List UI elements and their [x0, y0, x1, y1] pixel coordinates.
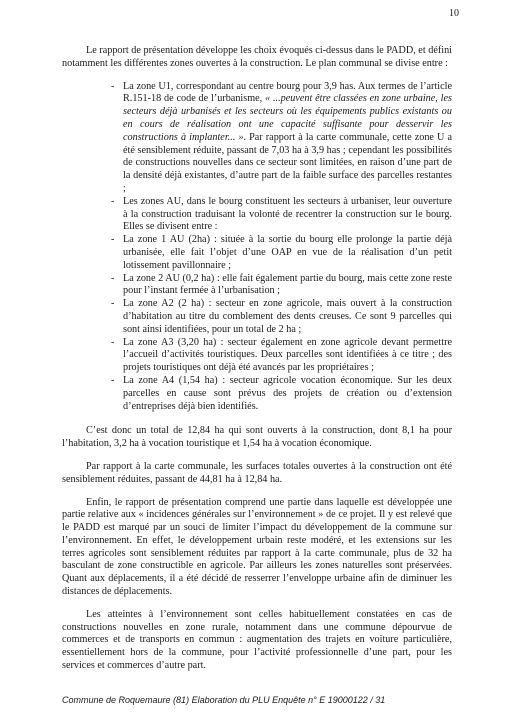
zone-u1-quote: « ...peuvent être classées en zone urbaine, les secteurs déjà urbanisés et les secteurs où les équipements publics existants ou en cours de réalisation ont une capacité suffisante pour desservir les constructions à implanter... »: [123, 93, 452, 143]
incidences-paragraph: Enfin, le rapport de présentation comprend une partie dans laquelle est développée une partie relative aux « incidences générales sur l’environnement » de ce projet. Il y est relevé que le PADD est marqué par un souci de limiter l’impact du développement de la commune sur l’environnement. En effet, le développement urbain reste modéré, et les extensions sur les terres agricoles sont sensiblement réduites par rapport à la carte communale, plus de 32 ha basculant de zone constructible en agricole. Par ailleurs les zones naturelles sont préservées. Quant aux déplacements, il a été décidé de resserrer l’enveloppe urbaine afin de diminuer les distances de déplacements.: [62, 496, 452, 598]
list-item-zone-2au: - La zone 2 AU (0,2 ha) : elle fait également partie du bourg, mais cette zone reste pour l’instant fermée à l’urbanisation ;: [123, 273, 452, 299]
atteintes-paragraph: Les atteintes à l’environnement sont celles habituellement constatées en cas de constructions nouvelles en zone rurale, notamment dans une commune dépourvue de commerces et de transports en commun : augmentation des trajets en voiture particulière, essentiellement hors de la commune, pour l’activité professionnelle d’une part, pour les services et commerces d’autre part.: [62, 608, 452, 672]
list-item-zone-a3: - La zone A3 (3,20 ha) : secteur également en zone agricole devant permettre l’accueil d’activités touristiques. Deux parcelles sont identifiées à ce titre ; des projets touristiques ont déjà été avancés par les propriétaires ;: [123, 337, 452, 375]
zone-u1-tail: . Par rapport à la carte communale, cette zone U a été sensiblement réduite, passant de 7,03 ha à 3,9 has ; cependant les possibilités de constructions nouvelles dans ce secteur sont limitées, en raison d’une part de la densité déjà existantes, d’autre part de la faible surface des parcelles restantes ;: [123, 131, 452, 194]
zone-u1-lead: La zone U1, correspondant au centre bourg pour 3,9 has. Aux termes de l’article R.151-18 de code de l’urbanisme,: [123, 80, 452, 105]
list-item-zone-1au: - La zone 1 AU (2ha) : située à la sortie du bourg elle prolonge la partie déjà urbanisée, elle fait l’objet d’une OAP en vue de la réalisation d’un petit lotissement pavillonnaire ;: [123, 234, 452, 272]
list-item-zone-u1: [123, 81, 452, 196]
page-number: 10: [449, 8, 459, 19]
list-item-zones-au: - Les zones AU, dans le bourg constituent les secteurs à urbaniser, leur ouverture à la construction traduisant la volonté de recentrer la construction sur le bourg. Elles se divisent entre :: [123, 196, 452, 234]
list-item-zone-a2: - La zone A2 (2 ha) : secteur en zone agricole, mais ouvert à la construction d’habitation au titre du comblement des dents creuses. Ce sont 9 parcelles qui sont ainsi identifiées, pour un total de 2 ha ;: [123, 298, 452, 336]
document-body: [62, 45, 452, 683]
total-paragraph: C’est donc un total de 12,84 ha qui sont ouverts à la construction, dont 8,1 ha pour l’habitation, 3,2 ha à vocation touristique et 1,54 ha à vocation économique.: [62, 425, 452, 450]
page-footer: Commune de Roquemaure (81) Elaboration du PLU Enquête n° E 19000122 / 31: [62, 695, 386, 705]
intro-paragraph: Le rapport de présentation développe les choix évoqués ci-dessus dans le PADD, et défini notamment les différentes zones ouvertes à la construction. Le plan communal se divise entre :: [62, 45, 452, 69]
list-item-zone-a4: - La zone A4 (1,54 ha) : secteur agricole vocation économique. Sur les deux parcelles en cause sont prévus des projets de création ou d’extension d’entreprises déjà bien identifiés.: [123, 375, 452, 413]
carte-paragraph: Par rapport à la carte communale, les surfaces totales ouvertes à la construction ont été sensiblement réduites, passant de 44,81 ha à 12,84 ha.: [62, 460, 452, 485]
zones-list: [62, 81, 452, 414]
